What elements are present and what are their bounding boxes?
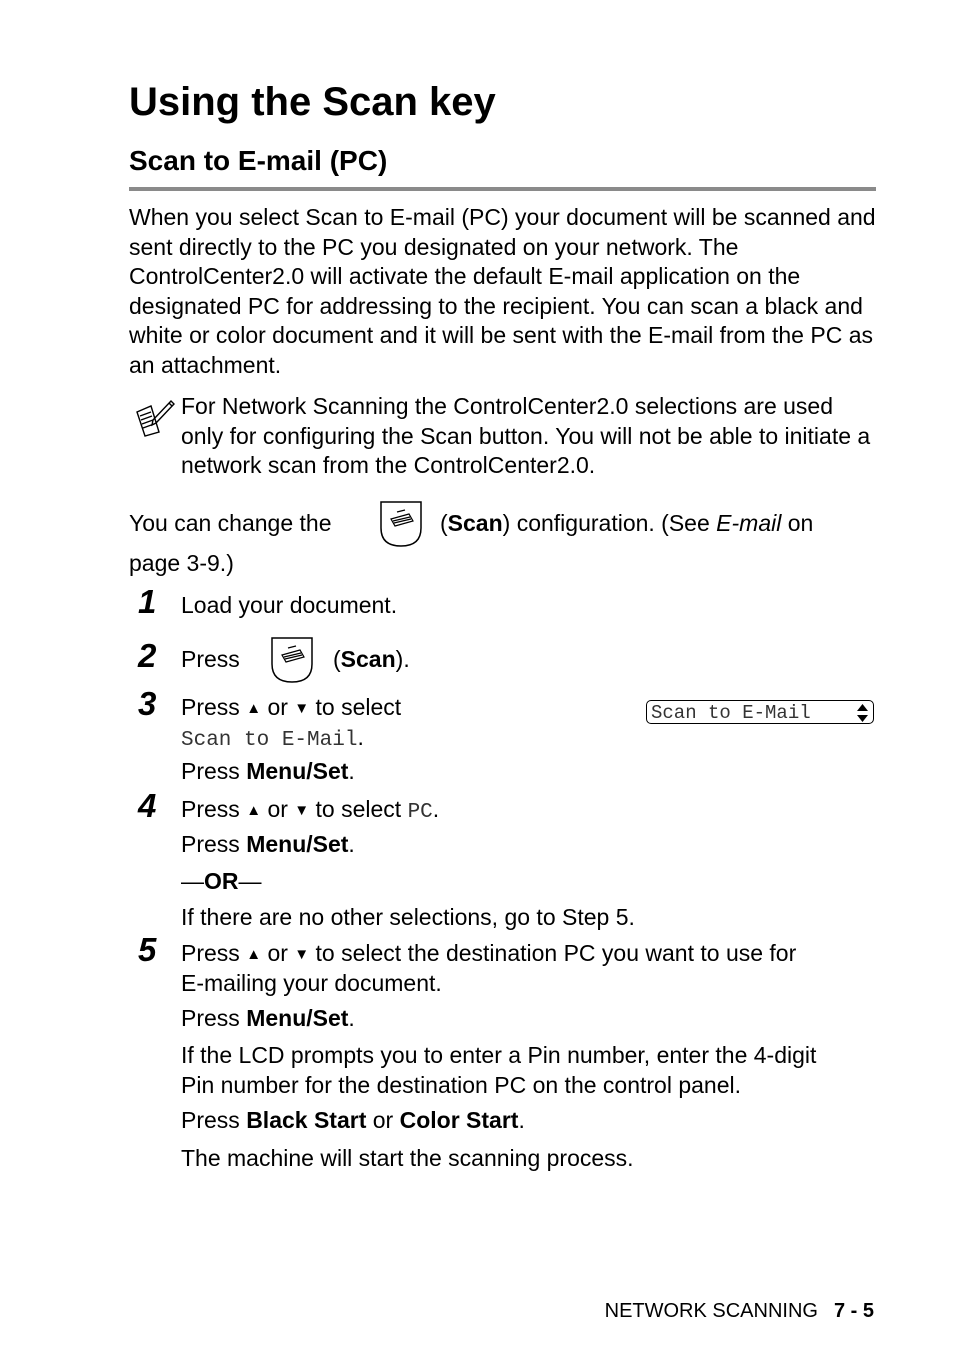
scan-key-label: Scan [447, 510, 503, 536]
up-arrow-icon: ▲ [246, 700, 262, 717]
step-5-text [181, 939, 796, 969]
or-word: or [267, 694, 288, 720]
period: . [357, 724, 364, 750]
period: . [348, 758, 355, 784]
page-number: 7 - 5 [833, 1300, 874, 1322]
or-label: OR [204, 868, 239, 894]
step-number-1: 1 [138, 583, 157, 620]
menu-set-key: Menu/Set [246, 831, 349, 857]
press-word: Press [181, 1107, 240, 1133]
down-arrow-icon: ▼ [294, 700, 310, 717]
step-5-press-menu [181, 1004, 355, 1033]
step-number-2: 2 [138, 637, 157, 674]
period: . [518, 1107, 525, 1133]
or-word: or [372, 1107, 394, 1133]
menu-set-key: Menu/Set [246, 1005, 349, 1031]
final-note: The machine will start the scanning process. [181, 1145, 634, 1171]
to-select-text: to select [315, 694, 402, 720]
page-title: Using the Scan key [129, 80, 496, 124]
step-3-text [181, 693, 401, 723]
step-3-press-menu [181, 757, 355, 786]
change-rest [440, 509, 813, 538]
pc-option-text: PC [407, 801, 433, 824]
step-4-text [181, 795, 439, 827]
step-number-3: 3 [138, 685, 157, 722]
up-down-arrow-icon [857, 704, 868, 722]
lcd-value-text: Scan to E-Mail [181, 729, 358, 752]
scan-key-icon [270, 636, 314, 684]
press-word: Press [181, 940, 240, 966]
down-arrow-icon: ▼ [294, 802, 310, 819]
scan-key-icon [379, 500, 423, 548]
or-word: or [267, 940, 288, 966]
change-on: on [787, 510, 814, 536]
color-start-key: Color Start [399, 1107, 519, 1133]
dash: — [238, 868, 262, 894]
pin-instruction-1: If the LCD prompts you to enter a Pin number, enter the 4-digit [181, 1042, 817, 1068]
intro-paragraph: When you select Scan to E-mail (PC) your document will be scanned and sent directly to the PC you designated on your network. The ControlCenter2.0 will activate the default E-mail application on the designated PC for addressing to the recipient. You can scan a black and white or color document and it will be sent with the E-mail from the PC as an attachment. [129, 204, 876, 378]
section-title: Scan to E-mail (PC) [129, 145, 388, 176]
press-word: Press [181, 758, 240, 784]
period: . [348, 831, 355, 857]
footer-section: NETWORK SCANNING [604, 1300, 818, 1322]
press-word: Press [181, 796, 240, 822]
step-5-text-cont: E-mailing your document. [181, 970, 442, 996]
step-number-4: 4 [138, 787, 157, 824]
or-word: or [267, 796, 288, 822]
period: . [432, 796, 440, 822]
to-select-text: to select [315, 796, 402, 822]
start-instruction [181, 1106, 525, 1135]
press-word: Press [181, 831, 240, 857]
up-arrow-icon: ▲ [246, 946, 262, 963]
down-arrow-icon: ▼ [294, 946, 310, 963]
paren-open: ( [440, 510, 448, 536]
press-word: Press [181, 1005, 240, 1031]
scan-key-label: Scan [340, 646, 396, 672]
step-4-alternative: If there are no other selections, go to Step 5. [181, 904, 635, 930]
dash: — [181, 868, 204, 894]
change-line [129, 509, 332, 538]
email-reference: E-mail [716, 510, 782, 536]
paren-open: ( [333, 646, 341, 672]
or-separator [181, 867, 262, 896]
note-pencil-icon [131, 398, 177, 438]
lcd-display [646, 700, 874, 724]
step-4-press-menu [181, 830, 355, 859]
press-word: Press [181, 694, 240, 720]
menu-set-key: Menu/Set [246, 758, 349, 784]
period: . [348, 1005, 355, 1031]
step-1-text: Load your document. [181, 592, 398, 618]
pin-instruction-2: Pin number for the destination PC on the control panel. [181, 1072, 742, 1098]
paren-close: ). [395, 646, 410, 672]
up-arrow-icon: ▲ [246, 802, 262, 819]
lcd-text: Scan to E-Mail [651, 702, 811, 724]
change-after: ) configuration. (See [502, 510, 710, 536]
change-before: You can change the [129, 510, 332, 536]
select-destination-text: to select the destination PC you want to use for [315, 940, 797, 966]
black-start-key: Black Start [246, 1107, 367, 1133]
section-divider [129, 187, 876, 191]
step-3-lcd-line [181, 723, 364, 755]
step-number-5: 5 [138, 931, 157, 968]
page-reference: page 3-9.) [129, 550, 234, 576]
note-text: For Network Scanning the ControlCenter2.0 selections are used only for configuring the Scan button. You will not be able to initiate a network scan from the ControlCenter2.0. [181, 393, 871, 478]
step-2-scan [333, 645, 410, 674]
step-2-press: Press [181, 646, 240, 672]
page-footer [605, 1300, 874, 1323]
